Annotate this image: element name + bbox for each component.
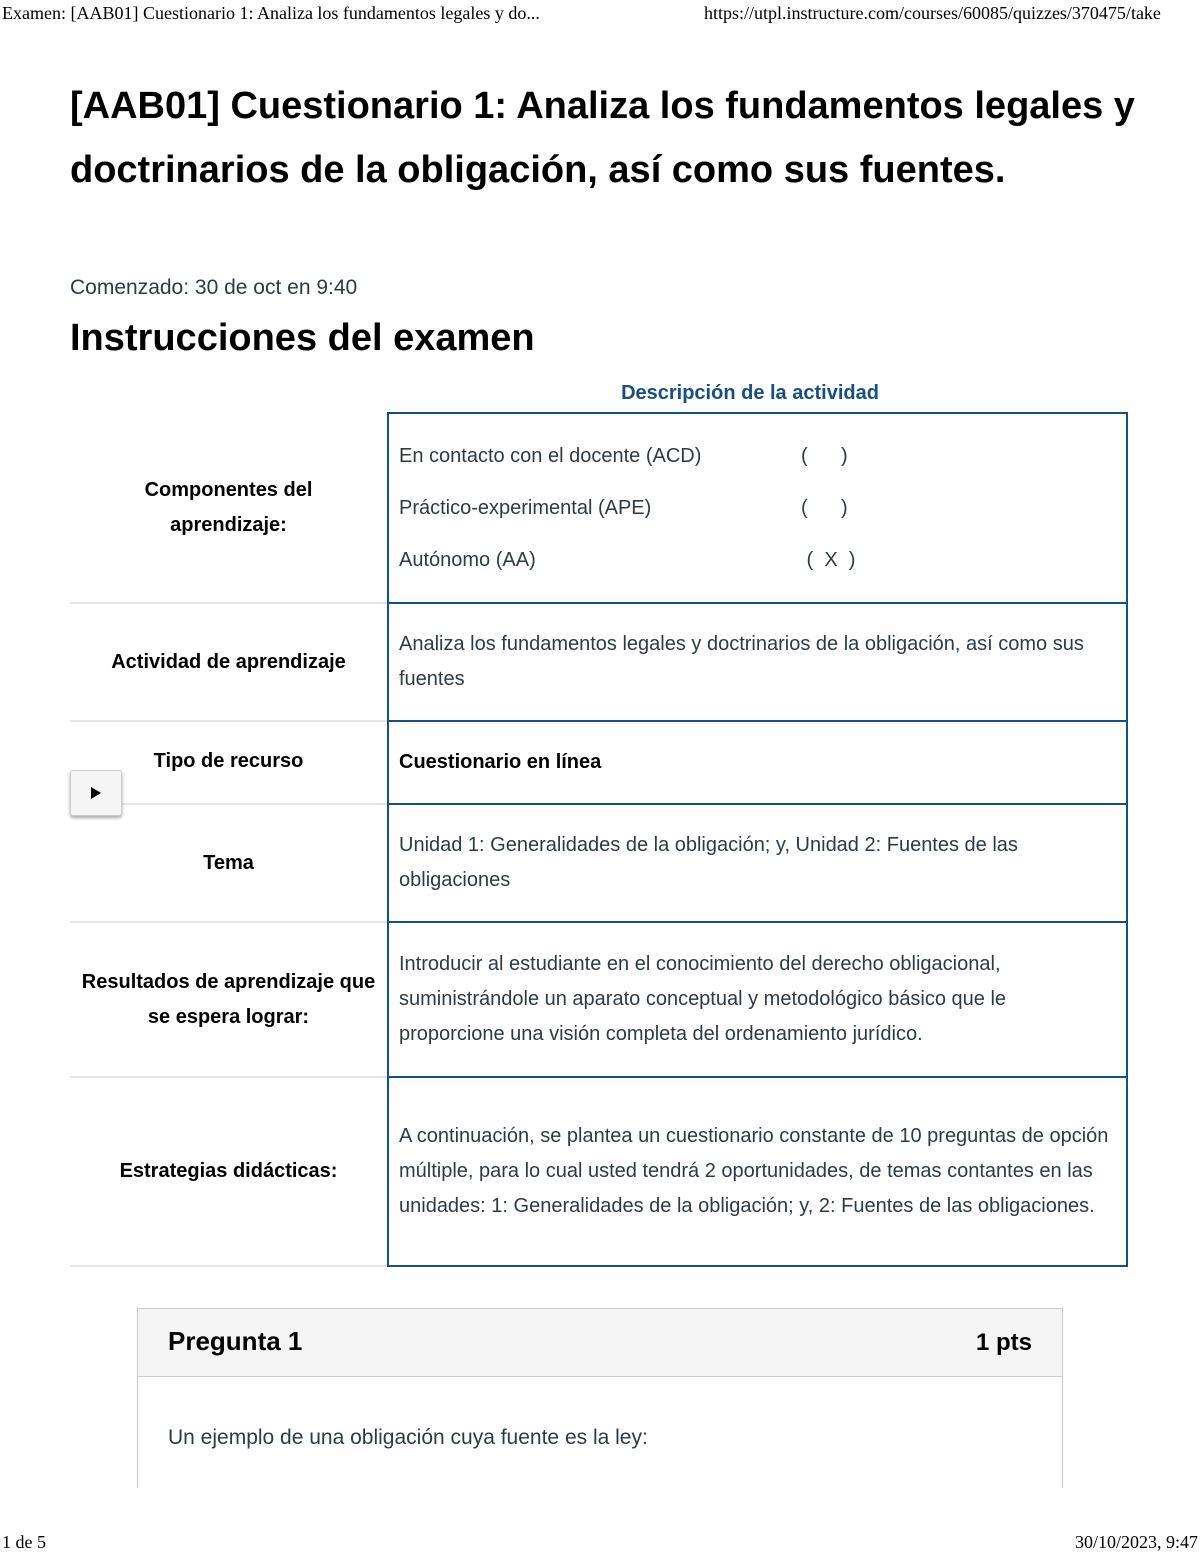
play-icon	[89, 786, 103, 800]
quiz-title: [AAB01] Cuestionario 1: Analiza los fundamentos legales y doctrinarios de la obligación, así como sus fuentes.	[70, 85, 1135, 191]
print-page-number: 1 de 5	[2, 1532, 46, 1552]
learning-outcomes-value: Introducir al estudiante en el conocimiento del derecho obligacional, suministrándole un aparato conceptual y metodológico básico que le proporcione una visión completa del ordenamiento jurídico.	[387, 923, 1128, 1076]
topic-label: Tema	[203, 851, 254, 874]
component-label: Autónomo (AA)	[399, 549, 536, 571]
didactic-strategies-label: Estrategias didácticas:	[119, 1160, 338, 1182]
component-mark: ( )	[801, 445, 848, 467]
row-divider	[387, 1265, 1128, 1267]
media-play-button[interactable]	[70, 770, 122, 816]
print-datetime: 30/10/2023, 9:47	[1074, 1532, 1198, 1552]
quiz-started-time: Comenzado: 30 de oct en 9:40	[70, 276, 358, 299]
component-item-acd	[399, 430, 1116, 482]
components-label: Componentes del aprendizaje:	[144, 479, 313, 536]
table-row-components	[70, 414, 1129, 602]
question-name: Pregunta 1	[168, 1326, 303, 1356]
table-row-topic	[70, 805, 1129, 921]
question-text: Un ejemplo de una obligación cuya fuente es la ley:	[168, 1426, 648, 1449]
activity-table-caption: Descripción de la actividad	[621, 382, 879, 404]
component-mark: ( X )	[801, 549, 856, 571]
activity-value: Analiza los fundamentos legales y doctrinarios de la obligación, así como sus fuentes	[387, 604, 1128, 720]
print-url: https://utpl.instructure.com/courses/60085/quizzes/370475/take	[704, 3, 1161, 23]
question-points: 1 pts	[975, 1329, 1032, 1356]
print-page-title: Examen: [AAB01] Cuestionario 1: Analiza los fundamentos legales y do...	[2, 3, 540, 23]
components-value	[387, 414, 1128, 602]
component-label: En contacto con el docente (ACD)	[399, 445, 702, 467]
component-mark: ( )	[801, 497, 848, 519]
question-card	[137, 1308, 1063, 1488]
didactic-strategies-value: A continuación, se plantea un cuestionario constante de 10 preguntas de opción múltiple, para lo cual usted tendrá 2 oportunidades, de temas contantes en las unidades: 1: Generalidades de la obligación; y, 2: Fuentes de las obligaciones.	[387, 1078, 1128, 1265]
component-label: Práctico-experimental (APE)	[399, 497, 652, 519]
resource-type-label: Tipo de recurso	[153, 750, 304, 772]
learning-outcomes-label: Resultados de aprendizaje que se espera lograr:	[81, 970, 376, 1028]
activity-label: Actividad de aprendizaje	[111, 650, 346, 673]
table-row-learning-outcomes	[70, 923, 1129, 1076]
table-row-resource-type	[70, 722, 1129, 803]
table-row-didactic-strategies	[70, 1078, 1129, 1265]
print-footer	[0, 1530, 1200, 1553]
topic-value: Unidad 1: Generalidades de la obligación; y, Unidad 2: Fuentes de las obligaciones	[387, 805, 1128, 921]
instructions-heading: Instrucciones del examen	[70, 317, 535, 359]
question-header	[138, 1309, 1062, 1377]
row-divider	[70, 1265, 387, 1267]
component-item-ape	[399, 482, 1116, 534]
resource-type-value: Cuestionario en línea	[387, 722, 1128, 803]
table-row-activity	[70, 604, 1129, 720]
print-header	[0, 0, 1200, 26]
component-item-aa	[399, 534, 1116, 586]
